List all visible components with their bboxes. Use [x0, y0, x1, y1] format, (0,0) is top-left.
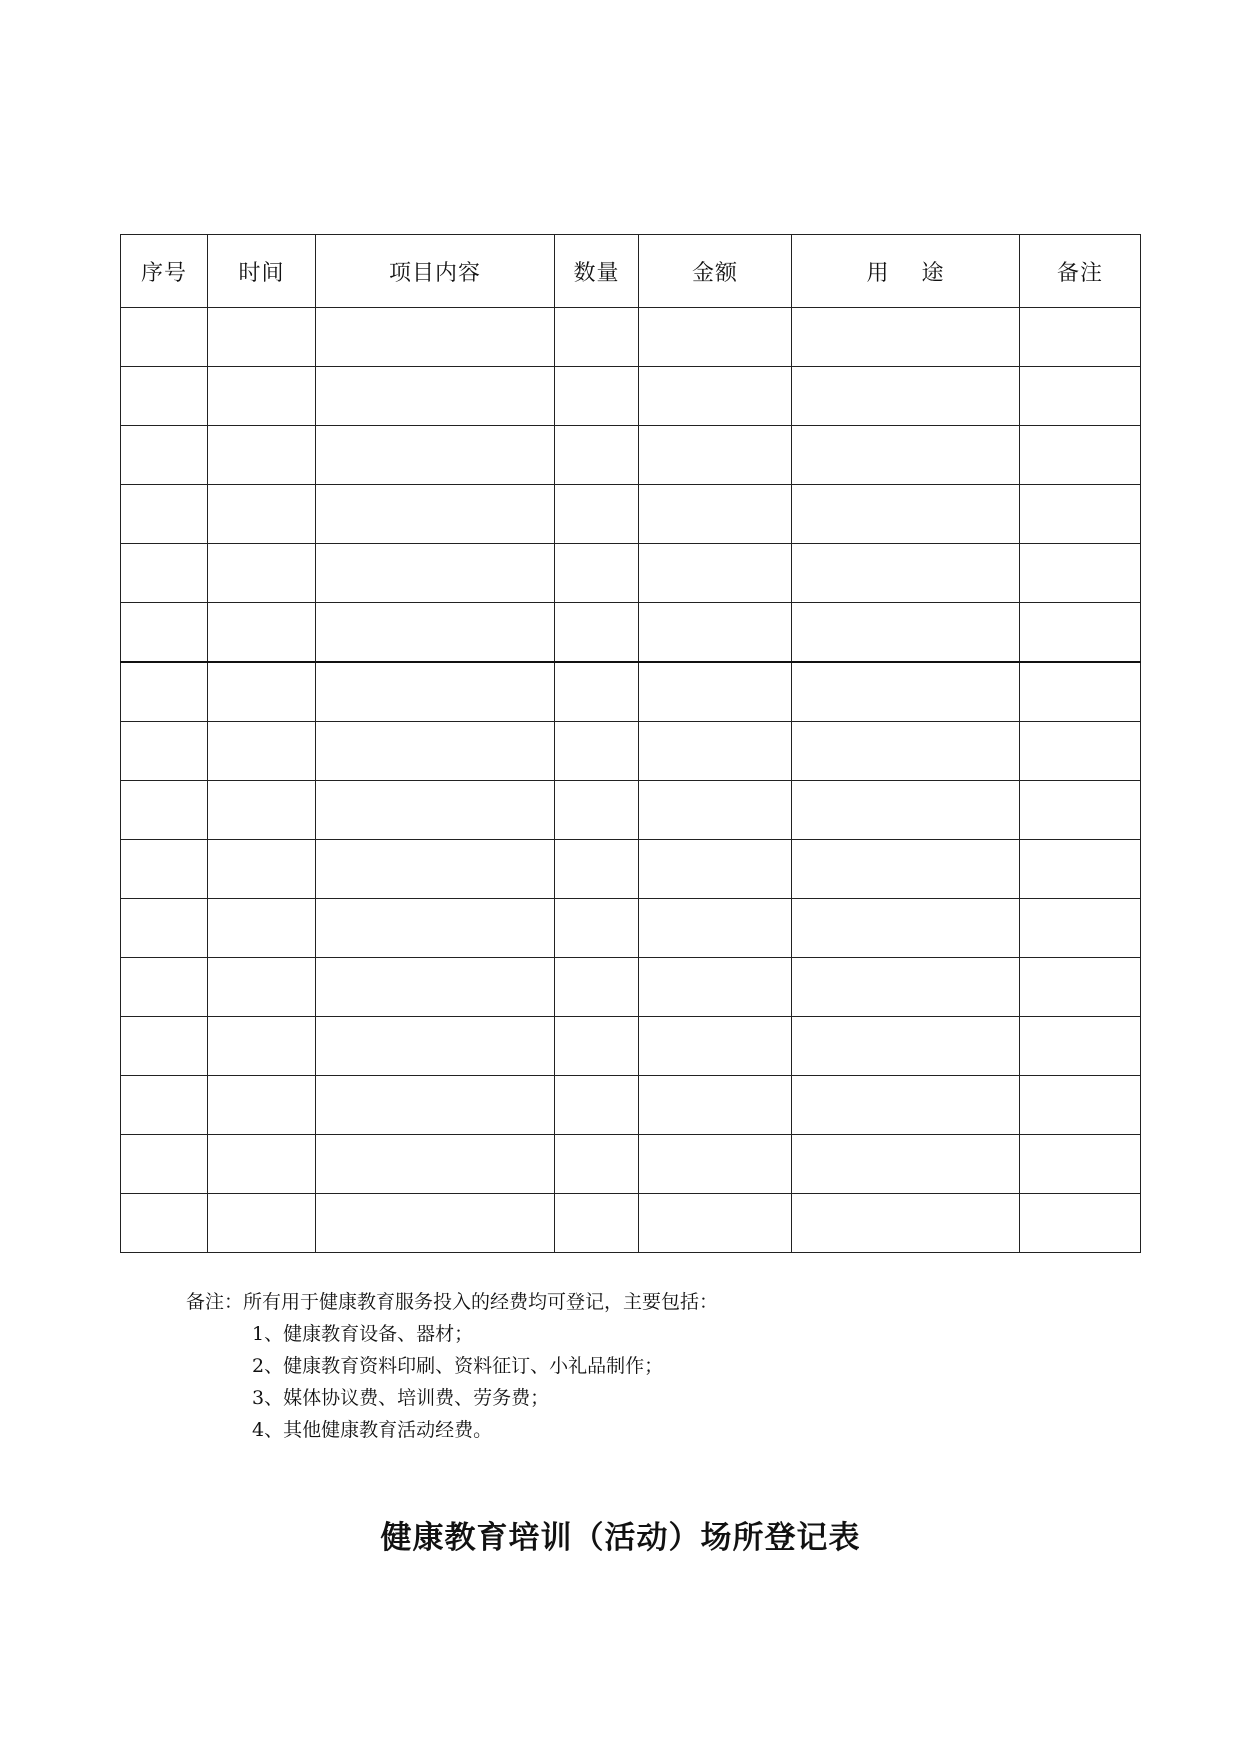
header-seq: 序号 — [121, 235, 208, 308]
table-row — [121, 840, 1141, 899]
cell-remark[interactable] — [1020, 662, 1141, 722]
notes-intro: 备注：所有用于健康教育服务投入的经费均可登记，主要包括： — [186, 1291, 719, 1313]
cell-time[interactable] — [208, 367, 316, 426]
cell-quantity[interactable] — [555, 426, 639, 485]
cell-purpose[interactable] — [792, 308, 1020, 367]
cell-content[interactable] — [316, 722, 555, 781]
table-row — [121, 958, 1141, 1017]
cell-seq[interactable] — [121, 603, 208, 663]
cell-content[interactable] — [316, 603, 555, 663]
header-amount: 金额 — [639, 235, 792, 308]
cell-purpose[interactable] — [792, 1135, 1020, 1194]
table-row — [121, 603, 1141, 663]
cell-content[interactable] — [316, 485, 555, 544]
cell-amount[interactable] — [639, 899, 792, 958]
cell-remark[interactable] — [1020, 1076, 1141, 1135]
cell-content[interactable] — [316, 1076, 555, 1135]
cell-remark[interactable] — [1020, 840, 1141, 899]
table-row — [121, 899, 1141, 958]
notes-list — [186, 1318, 1086, 1446]
cell-seq[interactable] — [121, 544, 208, 603]
cell-purpose[interactable] — [792, 367, 1020, 426]
cell-time[interactable] — [208, 1135, 316, 1194]
table-header-row — [121, 235, 1141, 308]
cell-content[interactable] — [316, 840, 555, 899]
cell-content[interactable] — [316, 544, 555, 603]
cell-amount[interactable] — [639, 603, 792, 663]
cell-content[interactable] — [316, 662, 555, 722]
cell-purpose[interactable] — [792, 426, 1020, 485]
cell-amount[interactable] — [639, 781, 792, 840]
expense-register-table — [120, 234, 1141, 1253]
header-time: 时间 — [208, 235, 316, 308]
cell-time[interactable] — [208, 662, 316, 722]
cell-quantity[interactable] — [555, 1017, 639, 1076]
cell-remark[interactable] — [1020, 1017, 1141, 1076]
cell-purpose[interactable] — [792, 485, 1020, 544]
notes-item: 4、其他健康教育活动经费。 — [252, 1419, 493, 1441]
cell-purpose[interactable] — [792, 603, 1020, 663]
cell-remark[interactable] — [1020, 308, 1141, 367]
cell-quantity[interactable] — [555, 958, 639, 1017]
table-row — [121, 1017, 1141, 1076]
cell-quantity[interactable] — [555, 722, 639, 781]
cell-remark[interactable] — [1020, 722, 1141, 781]
cell-time[interactable] — [208, 1017, 316, 1076]
header-remark: 备注 — [1020, 235, 1141, 308]
cell-seq[interactable] — [121, 485, 208, 544]
notes-item: 2、健康教育资料印刷、资料征订、小礼品制作； — [252, 1355, 664, 1377]
cell-time[interactable] — [208, 840, 316, 899]
cell-remark[interactable] — [1020, 1194, 1141, 1253]
cell-amount[interactable] — [639, 722, 792, 781]
cell-purpose[interactable] — [792, 958, 1020, 1017]
cell-quantity[interactable] — [555, 544, 639, 603]
cell-amount[interactable] — [639, 544, 792, 603]
table-row — [121, 308, 1141, 367]
cell-time[interactable] — [208, 485, 316, 544]
cell-amount[interactable] — [639, 1017, 792, 1076]
cell-seq[interactable] — [121, 1194, 208, 1253]
cell-seq[interactable] — [121, 781, 208, 840]
notes-item: 1、健康教育设备、器材； — [252, 1323, 474, 1345]
cell-purpose[interactable] — [792, 544, 1020, 603]
cell-amount[interactable] — [639, 426, 792, 485]
cell-content[interactable] — [316, 426, 555, 485]
cell-remark[interactable] — [1020, 485, 1141, 544]
cell-amount[interactable] — [639, 958, 792, 1017]
cell-content[interactable] — [316, 1194, 555, 1253]
cell-seq[interactable] — [121, 722, 208, 781]
cell-time[interactable] — [208, 544, 316, 603]
cell-time[interactable] — [208, 899, 316, 958]
cell-quantity[interactable] — [555, 899, 639, 958]
cell-purpose[interactable] — [792, 722, 1020, 781]
table-row — [121, 1076, 1141, 1135]
cell-purpose[interactable] — [792, 899, 1020, 958]
next-section-title: 健康教育培训（活动）场所登记表 — [380, 1520, 861, 1556]
cell-quantity[interactable] — [555, 485, 639, 544]
table-row — [121, 722, 1141, 781]
cell-quantity[interactable] — [555, 603, 639, 663]
cell-quantity[interactable] — [555, 1135, 639, 1194]
cell-content[interactable] — [316, 958, 555, 1017]
cell-time[interactable] — [208, 958, 316, 1017]
cell-remark[interactable] — [1020, 544, 1141, 603]
cell-purpose[interactable] — [792, 1017, 1020, 1076]
cell-remark[interactable] — [1020, 367, 1141, 426]
table-row — [121, 1194, 1141, 1253]
notes-item: 3、媒体协议费、培训费、劳务费； — [252, 1387, 550, 1409]
cell-seq[interactable] — [121, 958, 208, 1017]
table-row — [121, 426, 1141, 485]
cell-content[interactable] — [316, 367, 555, 426]
cell-amount[interactable] — [639, 367, 792, 426]
cell-purpose[interactable] — [792, 662, 1020, 722]
header-purpose: 用 途 — [792, 235, 1020, 308]
cell-time[interactable] — [208, 603, 316, 663]
cell-content[interactable] — [316, 781, 555, 840]
cell-seq[interactable] — [121, 426, 208, 485]
cell-seq[interactable] — [121, 662, 208, 722]
table-row — [121, 1135, 1141, 1194]
cell-remark[interactable] — [1020, 781, 1141, 840]
table-row — [121, 544, 1141, 603]
table-body — [121, 308, 1141, 1253]
cell-purpose[interactable] — [792, 781, 1020, 840]
notes-section — [186, 1286, 1086, 1446]
cell-content[interactable] — [316, 1135, 555, 1194]
cell-amount[interactable] — [639, 662, 792, 722]
cell-amount[interactable] — [639, 1135, 792, 1194]
cell-seq[interactable] — [121, 1076, 208, 1135]
cell-time[interactable] — [208, 426, 316, 485]
cell-quantity[interactable] — [555, 367, 639, 426]
cell-time[interactable] — [208, 1194, 316, 1253]
cell-seq[interactable] — [121, 308, 208, 367]
cell-quantity[interactable] — [555, 781, 639, 840]
cell-seq[interactable] — [121, 1135, 208, 1194]
cell-content[interactable] — [316, 899, 555, 958]
cell-remark[interactable] — [1020, 603, 1141, 663]
cell-purpose[interactable] — [792, 840, 1020, 899]
cell-seq[interactable] — [121, 899, 208, 958]
cell-quantity[interactable] — [555, 1194, 639, 1253]
table-row — [121, 662, 1141, 722]
cell-quantity[interactable] — [555, 840, 639, 899]
header-content: 项目内容 — [316, 235, 555, 308]
cell-remark[interactable] — [1020, 899, 1141, 958]
table-row — [121, 367, 1141, 426]
table-row — [121, 781, 1141, 840]
cell-time[interactable] — [208, 781, 316, 840]
cell-amount[interactable] — [639, 485, 792, 544]
cell-amount[interactable] — [639, 1076, 792, 1135]
cell-amount[interactable] — [639, 1194, 792, 1253]
cell-quantity[interactable] — [555, 662, 639, 722]
cell-seq[interactable] — [121, 367, 208, 426]
cell-time[interactable] — [208, 1076, 316, 1135]
cell-seq[interactable] — [121, 840, 208, 899]
cell-purpose[interactable] — [792, 1194, 1020, 1253]
cell-remark[interactable] — [1020, 426, 1141, 485]
cell-quantity[interactable] — [555, 1076, 639, 1135]
cell-content[interactable] — [316, 1017, 555, 1076]
cell-quantity[interactable] — [555, 308, 639, 367]
header-quantity: 数量 — [555, 235, 639, 308]
cell-remark[interactable] — [1020, 958, 1141, 1017]
cell-content[interactable] — [316, 308, 555, 367]
cell-purpose[interactable] — [792, 1076, 1020, 1135]
cell-amount[interactable] — [639, 840, 792, 899]
cell-remark[interactable] — [1020, 1135, 1141, 1194]
cell-amount[interactable] — [639, 308, 792, 367]
cell-time[interactable] — [208, 308, 316, 367]
table-row — [121, 485, 1141, 544]
cell-seq[interactable] — [121, 1017, 208, 1076]
cell-time[interactable] — [208, 722, 316, 781]
